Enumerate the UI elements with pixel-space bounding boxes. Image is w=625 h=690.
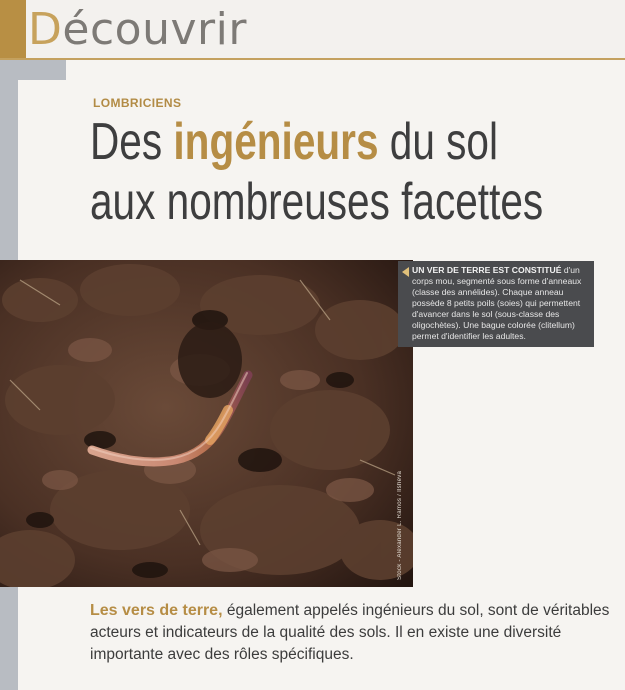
section-title — [28, 2, 247, 58]
intro-lead: Les vers de terre, — [90, 602, 223, 619]
header-rule — [0, 58, 625, 60]
article-headline — [90, 112, 544, 232]
article-intro — [90, 600, 610, 666]
photo-caption — [398, 261, 594, 347]
header-accent-block — [0, 0, 26, 58]
section-title-initial: D — [28, 4, 63, 55]
photo-credit: Stock - Alexander L. Ramos / Ilsheva — [397, 470, 403, 580]
section-title-rest: écouvrir — [62, 4, 247, 55]
article-kicker: LOMBRICIENS — [93, 96, 182, 110]
earthworm-photo — [0, 260, 413, 587]
caption-body: d'un corps mou, segmenté sous forme d'anneaux (classe des annélides). Chaque anneau possède 8 petits poils (soies) qui permettent d'avancer dans le sol (sous-classe des oligochètes). Une bague colorée (clitellum) permet d'identifier les adultes. — [412, 265, 582, 341]
intro-body: également appelés ingénieurs du sol, sont de véritables acteurs et indicateurs de la qualité des sols. Il en existe une diversité importante avec des rôles spécifiques. — [90, 602, 610, 663]
headline-line-2: aux nombreuses facettes — [90, 173, 544, 231]
earthworm-soil-illustration — [0, 260, 413, 587]
caption-arrow-icon — [402, 267, 409, 277]
headline-highlight: ingénieurs — [173, 113, 379, 171]
caption-lead: UN VER DE TERRE EST CONSTITUÉ — [412, 265, 562, 275]
headline-line-1 — [90, 112, 499, 172]
headline-pre: Des — [90, 113, 174, 171]
headline-post: du sol — [378, 113, 499, 171]
